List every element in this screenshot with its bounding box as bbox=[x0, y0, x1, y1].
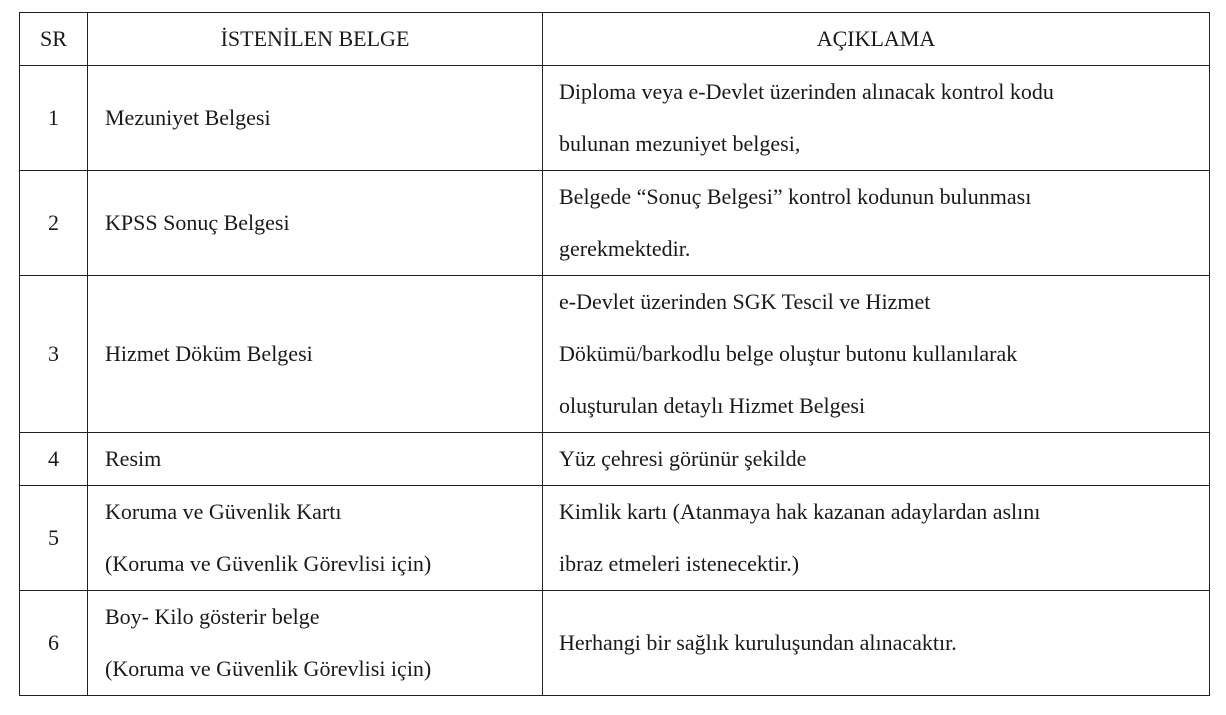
table-row bbox=[20, 486, 1210, 591]
row-sr: 2 bbox=[20, 171, 88, 276]
row-description bbox=[543, 276, 1210, 433]
document-line: Resim bbox=[105, 446, 162, 471]
row-sr: 5 bbox=[20, 486, 88, 591]
document-line: Koruma ve Güvenlik Kartı bbox=[105, 499, 342, 524]
description-line: Yüz çehresi görünür şekilde bbox=[559, 446, 807, 471]
row-sr: 3 bbox=[20, 276, 88, 433]
table-header-row bbox=[20, 13, 1210, 66]
table-row bbox=[20, 171, 1210, 276]
description-line: Kimlik kartı (Atanmaya hak kazanan adaylardan aslını bbox=[559, 499, 1041, 524]
description-line: ibraz etmeleri istenecektir.) bbox=[559, 551, 800, 576]
row-description bbox=[543, 433, 1210, 486]
row-description bbox=[543, 66, 1210, 171]
document-line: KPSS Sonuç Belgesi bbox=[105, 210, 290, 235]
row-document bbox=[88, 276, 543, 433]
row-description bbox=[543, 591, 1210, 696]
description-line: gerekmektedir. bbox=[559, 236, 691, 261]
row-description bbox=[543, 486, 1210, 591]
table-row bbox=[20, 276, 1210, 433]
row-sr: 4 bbox=[20, 433, 88, 486]
table-row bbox=[20, 433, 1210, 486]
row-document bbox=[88, 171, 543, 276]
table-row bbox=[20, 591, 1210, 696]
description-line: oluşturulan detaylı Hizmet Belgesi bbox=[559, 393, 866, 418]
document-line: Boy- Kilo gösterir belge bbox=[105, 604, 320, 629]
description-line: e-Devlet üzerinden SGK Tescil ve Hizmet bbox=[559, 289, 931, 314]
document-line: (Koruma ve Güvenlik Görevlisi için) bbox=[105, 551, 432, 576]
required-documents-table bbox=[19, 12, 1210, 696]
description-line: Dökümü/barkodlu belge oluştur butonu kullanılarak bbox=[559, 341, 1018, 366]
document-line: (Koruma ve Güvenlik Görevlisi için) bbox=[105, 656, 432, 681]
row-document bbox=[88, 591, 543, 696]
row-document bbox=[88, 66, 543, 171]
description-line: Belgede “Sonuç Belgesi” kontrol kodunun bulunması bbox=[559, 184, 1032, 209]
row-document bbox=[88, 486, 543, 591]
row-sr: 1 bbox=[20, 66, 88, 171]
header-description: AÇIKLAMA bbox=[543, 13, 1210, 66]
description-line: Herhangi bir sağlık kuruluşundan alınacaktır. bbox=[559, 630, 957, 655]
document-line: Hizmet Döküm Belgesi bbox=[105, 341, 313, 366]
row-description bbox=[543, 171, 1210, 276]
row-sr: 6 bbox=[20, 591, 88, 696]
row-document bbox=[88, 433, 543, 486]
header-document: İSTENİLEN BELGE bbox=[88, 13, 543, 66]
table-row bbox=[20, 66, 1210, 171]
document-line: Mezuniyet Belgesi bbox=[105, 105, 271, 130]
header-sr: SR bbox=[20, 13, 88, 66]
description-line: bulunan mezuniyet belgesi, bbox=[559, 131, 801, 156]
description-line: Diploma veya e-Devlet üzerinden alınacak kontrol kodu bbox=[559, 79, 1054, 104]
